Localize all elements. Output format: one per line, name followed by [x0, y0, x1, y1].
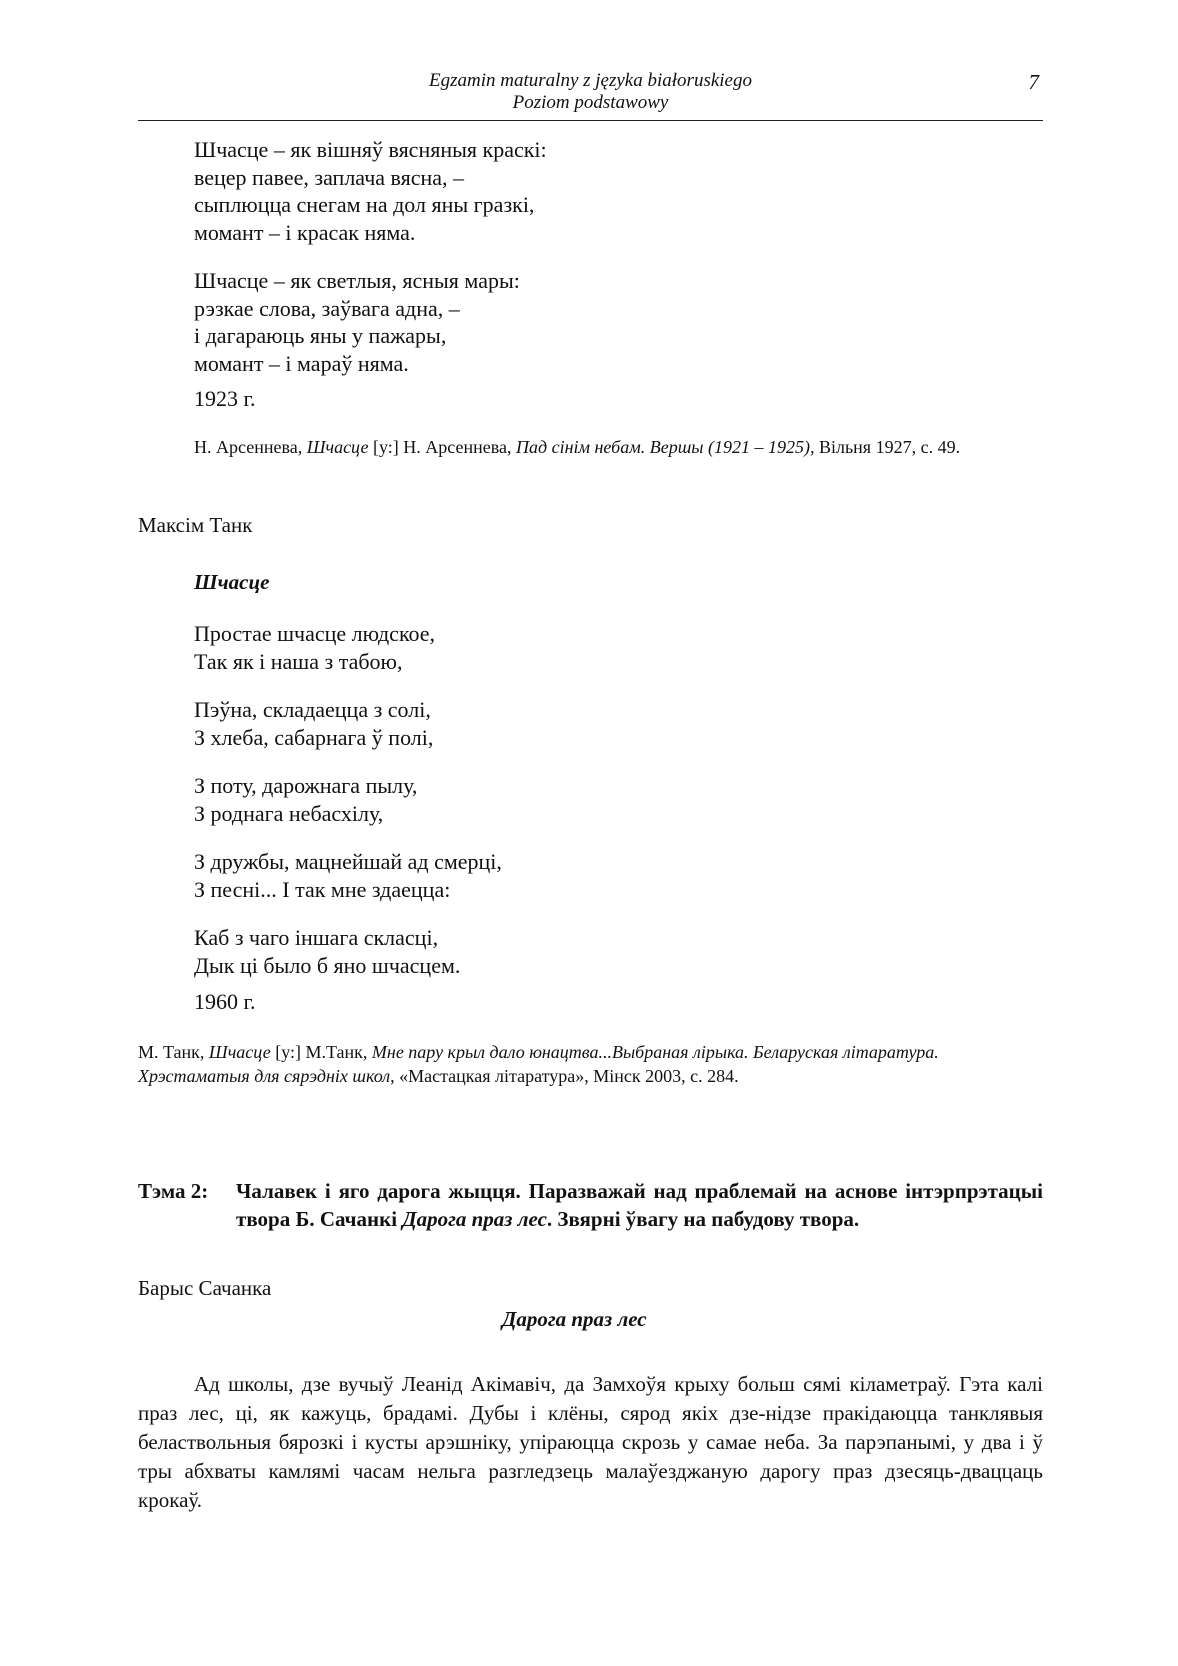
- poem1-year: 1923 г.: [194, 386, 256, 411]
- citation-title: Шчасце: [208, 1042, 271, 1062]
- citation-text: «Мастацкая літаратура», Мінск 2003, с. 284.: [394, 1066, 739, 1086]
- poem1-stanza-1: [194, 136, 547, 246]
- citation-book-title: Пад сінім небам. Вершы (1921 – 1925),: [515, 437, 815, 457]
- topic-label: Тэма 2:: [138, 1179, 209, 1203]
- poem2-stanza-5: [194, 924, 460, 979]
- poem-line: Каб з чаго іншага скласці,: [194, 925, 439, 950]
- story-author: Барыс Сачанка: [138, 1276, 272, 1300]
- poem-line: Так як і наша з табою,: [194, 648, 403, 674]
- poem2-stanza-1: [194, 620, 435, 675]
- page-header: [138, 70, 1043, 121]
- poem-line: З песні... І так мне здаецца:: [194, 876, 451, 902]
- poem-line: Простае шчасце людское,: [194, 621, 436, 646]
- poem2-stanza-2: [194, 696, 433, 751]
- topic-text-part: Чалавек і яго дарога жыцця. Паразважай над праблемай на аснове інтэрпрэтацыі твора Б. Сачанкі: [236, 1179, 1043, 1231]
- header-line-1: Egzamin maturalny z języka białoruskiego: [429, 70, 752, 91]
- poem-line: вецер павее, заплача вясна, –: [194, 164, 465, 190]
- citation-book-title: Мне пару крыл дало юнацтва...Выбраная лірыка. Беларуская літаратура.: [371, 1042, 939, 1062]
- citation-text: [у:] М.Танк,: [270, 1042, 372, 1062]
- poem2-source-citation: [138, 1040, 939, 1088]
- poem-line: Дык ці было б яно шчасцем.: [194, 952, 461, 978]
- poem2-stanza-4: [194, 848, 502, 903]
- story-title: Дарога праз лес: [502, 1307, 647, 1331]
- topic-work-title: Дарога праз лес: [402, 1207, 547, 1231]
- poem-line: Шчасце – як вішняў вясняныя краскі:: [194, 137, 547, 162]
- topic-2-heading: [138, 1177, 1043, 1233]
- page-number: 7: [1028, 70, 1039, 94]
- poem2-year: 1960 г.: [194, 989, 256, 1014]
- header-title: [138, 70, 1043, 114]
- poem1-stanza-2: [194, 267, 520, 377]
- poem-line: момант – і красак няма.: [194, 219, 416, 245]
- poem-line: Шчасце – як светлыя, ясныя мары:: [194, 268, 520, 293]
- poem-line: Пэўна, складаецца з солі,: [194, 697, 431, 722]
- topic-text: [236, 1177, 1043, 1233]
- citation-text: Вільня 1927, с. 49.: [814, 437, 961, 457]
- story-paragraph: Ад школы, дзе вучыў Леанід Акімавіч, да Замхоўя крыху больш сямі кіламетраў. Гэта калі праз лес, ці, як кажуць, брадамі. Дубы і клёны, сярод якіх дзе-нідзе пракідаюцца танклявыя беластвольныя бярозкі і кусты арэшніку, упіраюцца скрозь у самае неба. За парэпанымі, у два і ў тры абхваты камлямі часам нельга разгледзець малаўезджаную дарогу праз дзесяць-дваццаць крокаў.: [138, 1372, 1043, 1512]
- poem1-source-citation: [194, 435, 960, 459]
- poem2-title: Шчасце: [194, 570, 270, 594]
- poem-line: сыплюцца снегам на дол яны гразкі,: [194, 192, 535, 217]
- poem-line: З дружбы, мацнейшай ад смерці,: [194, 849, 502, 874]
- header-line-2: Poziom podstawowy: [512, 92, 669, 113]
- poem-line: З роднага небасхілу,: [194, 800, 384, 826]
- poem-line: З хлеба, сабарнага ў полі,: [194, 724, 434, 750]
- citation-book-title: Хрэстаматыя для сярэдніх школ,: [138, 1066, 395, 1086]
- citation-text: Н. Арсеннева,: [194, 437, 307, 457]
- poem2-stanza-3: [194, 772, 417, 827]
- citation-text: [у:] Н. Арсеннева,: [368, 437, 516, 457]
- citation-title: Шчасце: [306, 437, 369, 457]
- poem2-author: Максім Танк: [138, 513, 253, 537]
- poem-line: рэзкае слова, заўвага адна, –: [194, 295, 460, 321]
- citation-text: М. Танк,: [138, 1042, 209, 1062]
- poem-line: і дагараюць яны у пажары,: [194, 323, 447, 348]
- poem-line: З поту, дарожнага пылу,: [194, 773, 418, 798]
- poem-line: момант – і мараў няма.: [194, 350, 409, 376]
- topic-text-part: . Звярні ўвагу на пабудову твора.: [546, 1207, 860, 1231]
